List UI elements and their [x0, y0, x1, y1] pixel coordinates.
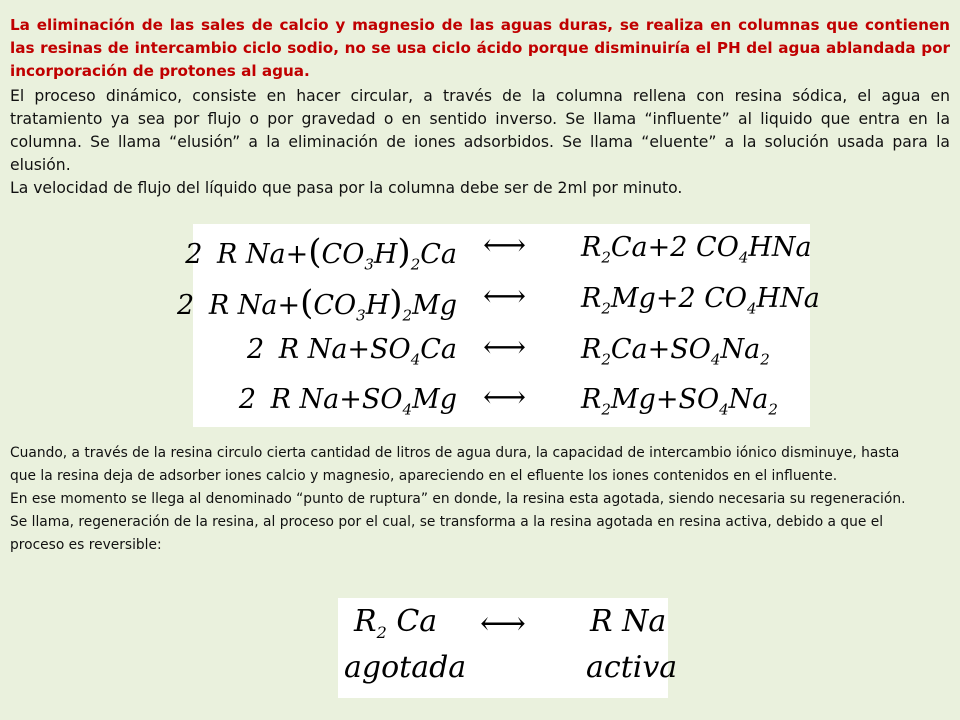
reaction-equations-image [177, 224, 820, 427]
active-resin-formula: R Na [590, 604, 667, 639]
body-text [10, 85, 950, 200]
equation-rhs: $R_2Ca+SO_4Na_2$ [581, 334, 770, 369]
equation-rhs: $R_2Mg+2$ $CO_4HNa$ [581, 283, 820, 318]
equation-rhs: $R_2Ca+2$ $CO_4HNa$ [581, 232, 812, 267]
regeneration-paragraph: Se llama, regeneración de la resina, al proceso por el cual, se transforma a la resina agotada en resina activa, debido a que el proceso es reversible: [10, 514, 884, 553]
process-paragraph: El proceso dinámico, consiste en hacer circular, a través de la columna rellena con resina sódica, el agua en tratamiento ya sea por flujo o por gravedad o en sentido inverso. Se llama “influente” al liquido que entra en la columna. Se llama “elusión” a la eliminación de iones adsorbidos. Se llama “eluente” a la solución usada para la elusión. [10, 87, 950, 174]
regeneration-equation-image [338, 598, 678, 698]
equation-row [193, 378, 810, 428]
equation-lhs: 2 R $Na+SO_4Mg$ [238, 384, 457, 419]
equilibrium-arrow: ⟷ [483, 228, 527, 263]
equation-lhs: 2 R $Na+(CO_3H)_2Mg$ [177, 283, 457, 325]
capacity-paragraph: Cuando, a través de la resina circulo cierta cantidad de litros de agua dura, la capacidad de intercambio iónico disminuye, hasta que la resina deja de adsorber iones calcio y magnesio, apareciendo en el efluente los iones contenidos en el influente. [10, 445, 900, 484]
exhausted-resin-formula: $R_2$ Ca [354, 604, 438, 642]
flow-rate-paragraph: La velocidad de flujo del líquido que pasa por la columna debe ser de 2ml por minuto. [10, 179, 683, 197]
equation-lhs: 2 R $Na+SO_4Ca$ [247, 334, 457, 369]
equilibrium-arrow: ⟷ [483, 279, 527, 314]
equilibrium-arrow: ⟷ [483, 380, 527, 415]
equilibrium-arrow: ⟷ [483, 330, 527, 365]
equation-rhs: $R_2Mg+SO_4Na_2$ [581, 384, 778, 419]
breakpoint-paragraph: En ese momento se llega al denominado “punto de ruptura” en donde, la resina esta agotada, siendo necesaria su regeneración. [10, 491, 906, 507]
equation-row [185, 226, 812, 276]
equation-row [193, 328, 810, 378]
equilibrium-arrow: ⟷ [480, 604, 526, 642]
intro-paragraph: La eliminación de las sales de calcio y magnesio de las aguas duras, se realiza en columnas que contienen las resinas de intercambio ciclo sodio, no se usa ciclo ácido porque disminuiría el PH del agua ablandada por incorporación de protones al agua. [10, 16, 950, 80]
active-label: activa [586, 650, 678, 685]
lower-text [10, 442, 910, 557]
equation-lhs: 2 R $Na+(CO_3H)_2Ca$ [185, 232, 457, 274]
exhausted-label: agotada [344, 650, 467, 685]
equation-row [177, 277, 820, 327]
